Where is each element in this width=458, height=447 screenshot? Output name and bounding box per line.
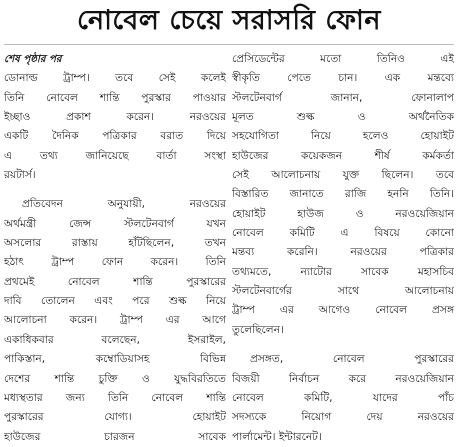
text-line: একাধিকবার বলেছেন, ইসরাইল, [4,333,226,346]
text-line: দেশের শান্তি চুক্তি ও যুদ্ধবিরতিতে [4,372,226,385]
headline-divider [4,44,454,45]
article-column-left [4,50,226,447]
text-line: হাউজের চারজন সাবেক [4,430,226,443]
text-line: বিস্তারিত জানাতে রাজি হননি তিনি। [232,188,454,201]
text-line: প্রতিবেদন অনুযায়ী, নরওয়ের [22,198,226,211]
text-line: পুরস্কারের যোগ্য। হোয়াইট [4,411,226,424]
text-line: মূলত শুল্ক ও অর্থনৈতিক [232,111,454,124]
text-line: আলোচনা করেন। ট্রাম্প এর আগে [4,314,226,327]
text-line: হোয়াইট হাউজ ও নরওয়েজিয়ান [232,207,454,220]
text-line: একটি দৈনিক পত্রিকার বরাত দিয়ে [4,130,226,143]
text-line: প্রথমেই নোবেল শান্তি পুরস্কারের [4,275,226,288]
text-line: পার্লামেন্ট। ইন্টারনেট। [232,430,322,443]
text-line: সেই আলোচনায় যুক্ত ছিলেন। তবে [232,169,454,182]
text-line: প্রেসিডেন্টের মতো তিনিও এই [232,53,454,65]
text-line: ইচ্ছাও প্রকাশ করেন। নরওয়ের [4,111,226,124]
text-line: স্টলটেনবার্গের সাথে আলোচনায় [232,285,454,298]
text-line: ট্রাম্প এর আগেও নোবেল প্রসঙ্গ [232,304,454,317]
text-line: সদস্যকে নিয়োগ দেয় নরওয়ের [232,411,454,424]
text-line: রয়টার্স। [4,169,36,182]
text-line: প্রসঙ্গত, নোবেল পুরস্কারের [250,353,454,366]
text-line: হাউজের কয়েকজন শীর্ষ কর্মকর্তা [232,149,454,162]
text-line: বিজয়ী নির্বাচন করে নরওয়েজিয়ান [232,372,454,385]
article-headline: নোবেল চেয়ে সরাসরি ফোন [77,4,381,36]
text-line: দাবি তোলেন এবং পরে শুল্ক নিয়ে [4,295,226,308]
text-line: অর্থমন্ত্রী জেন্স স্টলটেনবার্গ যখন [4,217,226,230]
article-column-right [232,50,454,447]
continuation-dateline: শেষ পৃষ্ঠার পর [4,54,62,65]
text-line: নোবেল কমিটি এ বিষয়ে কোনো [232,227,454,240]
text-line: তথ্যমতে, ন্যাটোর সাবেক মহাসচিব [232,265,454,278]
text-line: স্টলটেনবার্গ জানান, ফোনালাপ [232,91,454,104]
text-line: ডোনাল্ড ট্রাম্প। তবে সেই কলেই [4,72,226,85]
text-line: এ তথ্য জানিয়েছে বার্তা সংস্থা [4,149,226,162]
text-line: তুলেছিলেন। [232,323,284,336]
text-line: নোবেল কমিটি, যাদের পাঁচ [232,391,454,404]
text-line: সহযোগিতা নিয়ে হলেও হোয়াইট [232,130,454,143]
text-line: পাকিস্তান, কম্বোডিয়াসহ বিভিন্ন [4,353,226,366]
text-line: স্বীকৃতি পেতে চান। এক মন্তব্যে [232,72,454,85]
text-line: মন্তব্য করেনি। নরওয়ের পত্রিকার [232,246,454,259]
text-line: অসলোর রাস্তায় হাঁটছিলেন, তখন [4,237,226,250]
text-line: হঠাৎ ট্রাম্প ফোন করেন। তিনি [4,256,226,269]
text-line: মধ্যস্থতার জন্য তিনি নোবেল শান্তি [4,391,226,404]
text-line: তিনি নোবেল শান্তি পুরস্কার পাওয়ার [4,91,226,104]
